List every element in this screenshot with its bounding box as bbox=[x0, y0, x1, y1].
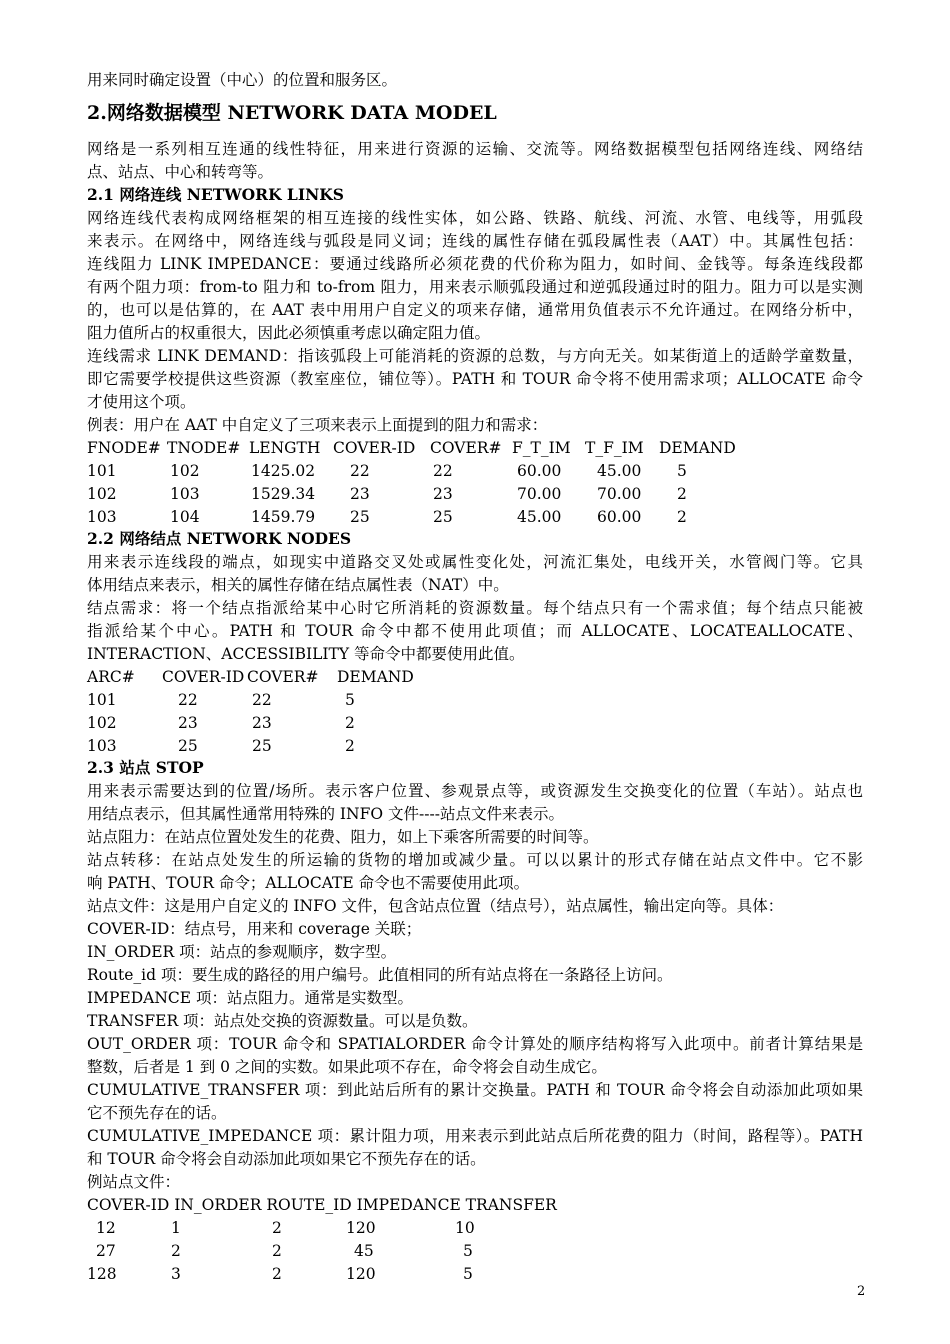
table-cell: 1425.02 bbox=[251, 462, 316, 480]
table-cell: 27 bbox=[96, 1242, 116, 1260]
table-cell: 2 bbox=[272, 1265, 282, 1283]
paragraph-line: 站点文件：这是用户自定义的 INFO 文件，包含站点位置（结点号），站点属性，输出定向等。具体： bbox=[87, 897, 784, 915]
paragraph-line: 站点阻力：在站点位置处发生的花费、阻力，如上下乘客所需要的时间等。 bbox=[87, 828, 599, 846]
table-cell: 60.00 bbox=[517, 462, 562, 480]
paragraph-line: CUMULATIVE_TRANSFER 项：到此站后所有的累计交换量。PATH 和 TOUR 命令将会自动添加此项如果 bbox=[87, 1081, 863, 1099]
table-header-cell: COVER-ID bbox=[333, 439, 416, 457]
paragraph-line: 它不预先存在的话。 bbox=[87, 1104, 227, 1122]
paragraph-line: INTERACTION、ACCESSIBILITY 等命令中都要使用此值。 bbox=[87, 645, 525, 663]
table-header-cell: F_T_IM bbox=[512, 439, 571, 457]
paragraph-line: 才使用这个项。 bbox=[87, 393, 196, 411]
paragraph-line: 阻力值所占的权重很大，因此必须慎重考虑以确定阻力值。 bbox=[87, 324, 491, 342]
table-cell: 25 bbox=[433, 508, 453, 526]
table-header-cell: FNODE# bbox=[87, 439, 161, 457]
table-cell: 102 bbox=[87, 485, 117, 503]
table-cell: 120 bbox=[346, 1219, 376, 1237]
table-cell: 2 bbox=[677, 508, 687, 526]
table-cell: 60.00 bbox=[597, 508, 642, 526]
table-header-cell: TNODE# bbox=[167, 439, 241, 457]
table-cell: 23 bbox=[252, 714, 272, 732]
table-cell: 5 bbox=[345, 691, 355, 709]
paragraph-line: 点、站点、中心和转弯等。 bbox=[87, 163, 274, 181]
table-header-cell: LENGTH bbox=[249, 439, 321, 457]
table-cell: 102 bbox=[170, 462, 200, 480]
table-cell: 12 bbox=[96, 1219, 116, 1237]
table-cell: 1 bbox=[171, 1219, 181, 1237]
paragraph-line: 用来表示需要达到的位置/场所。表示客户位置、参观景点等，或资源发生交换变化的位置（车站）。站点也 bbox=[87, 782, 863, 800]
table-cell: 23 bbox=[433, 485, 453, 503]
paragraph-line: 例站点文件： bbox=[87, 1173, 181, 1191]
paragraph-line: IMPEDANCE 项：站点阻力。通常是实数型。 bbox=[87, 989, 414, 1007]
paragraph-line: 的，也可以是估算的，在 AAT 表中用用户自定义的项来存储，通常用负值表示不允许通过。在网络分析中， bbox=[87, 301, 863, 319]
table-cell: 2 bbox=[272, 1242, 282, 1260]
paragraph-line: CUMULATIVE_IMPEDANCE 项：累计阻力项，用来表示到此站点后所花费的阻力（时间，路程等）。PATH bbox=[87, 1127, 863, 1145]
table-cell: 22 bbox=[433, 462, 453, 480]
table-cell: 103 bbox=[87, 737, 117, 755]
paragraph-line: 用来表示连线段的端点，如现实中道路交叉处或属性变化处，河流汇集处，电线开关，水管阀门等。它具 bbox=[87, 553, 863, 571]
table-cell: 3 bbox=[171, 1265, 181, 1283]
paragraph-line: IN_ORDER 项：站点的参观顺序，数字型。 bbox=[87, 943, 397, 961]
table-cell: 70.00 bbox=[517, 485, 562, 503]
paragraph-line: 体用结点来表示，相关的属性存储在结点属性表（NAT）中。 bbox=[87, 576, 509, 594]
table-cell: 22 bbox=[252, 691, 272, 709]
subsection-heading: 2.2 网络结点 NETWORK NODES bbox=[87, 529, 352, 548]
table-header-cell: COVER# bbox=[430, 439, 502, 457]
paragraph-line: 结点需求：将一个结点指派给某中心时它所消耗的资源数量。每个结点只有一个需求值；每个结点只能被 bbox=[87, 599, 863, 617]
table-cell: 120 bbox=[346, 1265, 376, 1283]
table-cell: 10 bbox=[455, 1219, 475, 1237]
paragraph-line: Route_id 项：要生成的路径的用户编号。此值相同的所有站点将在一条路径上访问。 bbox=[87, 966, 673, 984]
table-cell: 25 bbox=[350, 508, 370, 526]
table-cell: 128 bbox=[87, 1265, 117, 1283]
paragraph-line: 连线阻力 LINK IMPEDANCE：要通过线路所必须花费的代价称为阻力，如时间、金钱等。每条连线段都 bbox=[87, 255, 863, 273]
table-cell: 5 bbox=[463, 1265, 473, 1283]
paragraph-line: 网络连线代表构成网络框架的相互连接的线性实体，如公路、铁路、航线、河流、水管、电线等，用弧段 bbox=[87, 209, 863, 227]
paragraph-line: 网络是一系列相互连通的线性特征，用来进行资源的运输、交流等。网络数据模型包括网络连线、网络结 bbox=[87, 140, 863, 158]
paragraph-line: 用来同时确定设置（中心）的位置和服务区。 bbox=[87, 71, 398, 89]
table-cell: 5 bbox=[677, 462, 687, 480]
subsection-heading: 2.1 网络连线 NETWORK LINKS bbox=[87, 185, 344, 204]
paragraph-line: 指派给某个中心。PATH 和 TOUR 命令中都不使用此项值；而 ALLOCATE、LOCATEALLOCATE、 bbox=[87, 622, 863, 640]
table-cell: 2 bbox=[171, 1242, 181, 1260]
table-cell: 45.00 bbox=[517, 508, 562, 526]
paragraph-line: 用结点表示，但其属性通常用特殊的 INFO 文件----站点文件来表示。 bbox=[87, 805, 564, 823]
paragraph-line: OUT_ORDER 项：TOUR 命令和 SPATIALORDER 命令计算处的顺序结构将写入此项中。前者计算结果是 bbox=[87, 1035, 863, 1053]
table-cell: 101 bbox=[87, 462, 117, 480]
table-header-cell: COVER# bbox=[247, 668, 319, 686]
paragraph-line: 和 TOUR 命令将会自动添加此项如果它不预先存在的话。 bbox=[87, 1150, 486, 1168]
table-cell: 22 bbox=[350, 462, 370, 480]
page-number: 2 bbox=[857, 1284, 866, 1299]
table-cell: 2 bbox=[345, 714, 355, 732]
table-cell: 104 bbox=[170, 508, 200, 526]
paragraph-line: 来表示。在网络中，网络连线与弧段是同义词；连线的属性存储在弧段属性表（AAT）中。其属性包括： bbox=[87, 232, 863, 250]
table-header-cell: DEMAND bbox=[337, 668, 414, 686]
table-cell: 23 bbox=[178, 714, 198, 732]
paragraph-line: COVER-ID：结点号，用来和 coverage 关联； bbox=[87, 920, 422, 938]
table-cell: 23 bbox=[350, 485, 370, 503]
table-cell: 2 bbox=[677, 485, 687, 503]
table-cell: 103 bbox=[170, 485, 200, 503]
paragraph-line: 响 PATH、TOUR 命令；ALLOCATE 命令也不需要使用此项。 bbox=[87, 874, 530, 892]
paragraph-line: 即它需要学校提供这些资源（教室座位，铺位等）。PATH 和 TOUR 命令将不使用需求项；ALLOCATE 命令 bbox=[87, 370, 863, 388]
table-cell: 45 bbox=[354, 1242, 374, 1260]
paragraph-line: 连线需求 LINK DEMAND：指该弧段上可能消耗的资源的总数，与方向无关。如某街道上的适龄学童数量， bbox=[87, 347, 863, 365]
paragraph-line: 有两个阻力项：from-to 阻力和 to-from 阻力，用来表示顺弧段通过和逆弧段通过时的阻力。阻力可以是实测 bbox=[87, 278, 863, 296]
table-cell: 2 bbox=[272, 1219, 282, 1237]
table-header-cell: DEMAND bbox=[659, 439, 736, 457]
table-header-cell: T_F_IM bbox=[585, 439, 644, 457]
paragraph-line: TRANSFER 项：站点处交换的资源数量。可以是负数。 bbox=[87, 1012, 478, 1030]
table-cell: 45.00 bbox=[597, 462, 642, 480]
table-cell: 5 bbox=[463, 1242, 473, 1260]
table-cell: 22 bbox=[178, 691, 198, 709]
paragraph-line: 站点转移：在站点处发生的所运输的货物的增加或减少量。可以以累计的形式存储在站点文件中。它不影 bbox=[87, 851, 863, 869]
subsection-heading: 2.3 站点 STOP bbox=[87, 758, 204, 777]
table-header-cell: COVER-ID bbox=[162, 668, 245, 686]
table-cell: 102 bbox=[87, 714, 117, 732]
table-cell: 70.00 bbox=[597, 485, 642, 503]
table-cell: 2 bbox=[345, 737, 355, 755]
paragraph-line: 例表：用户在 AAT 中自定义了三项来表示上面提到的阻力和需求： bbox=[87, 416, 548, 434]
paragraph-line: 整数，后者是 1 到 0 之间的实数。如果此项不存在，命令将会自动生成它。 bbox=[87, 1058, 607, 1076]
table-cell: 1529.34 bbox=[251, 485, 316, 503]
table-cell: 25 bbox=[178, 737, 198, 755]
table-header-row: COVER-ID IN_ORDER ROUTE_ID IMPEDANCE TRANSFER bbox=[87, 1196, 557, 1214]
table-cell: 101 bbox=[87, 691, 117, 709]
table-header-cell: ARC# bbox=[87, 668, 135, 686]
table-cell: 103 bbox=[87, 508, 117, 526]
table-cell: 1459.79 bbox=[251, 508, 316, 526]
section-heading: 2.网络数据模型 NETWORK DATA MODEL bbox=[87, 102, 497, 124]
table-cell: 25 bbox=[252, 737, 272, 755]
